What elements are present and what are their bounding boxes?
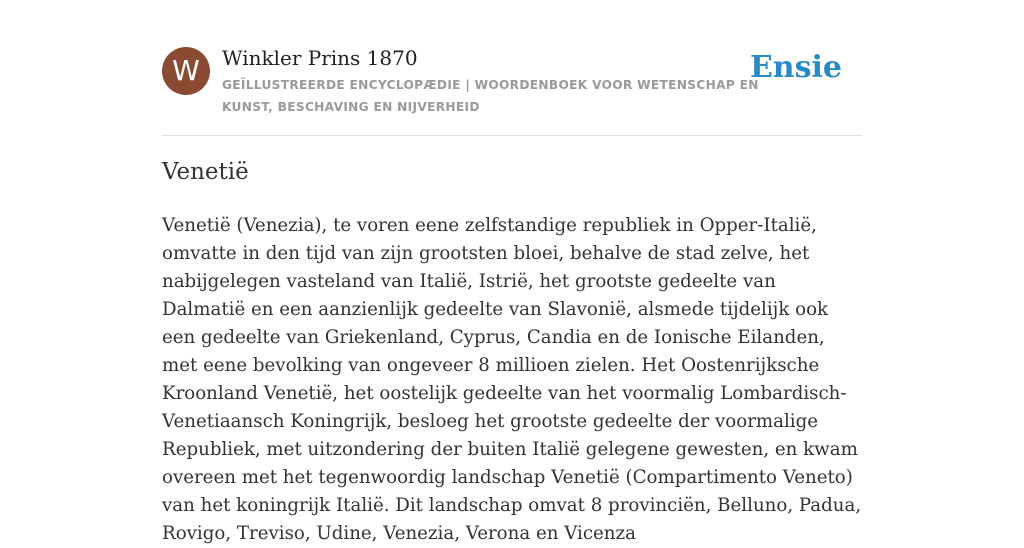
- header-divider: [162, 135, 862, 136]
- article-title: Venetië: [162, 159, 249, 185]
- ensie-logo[interactable]: Ensie: [749, 50, 842, 85]
- source-header: [162, 44, 862, 124]
- source-subtitle: GEÏLLUSTREERDE ENCYCLOPÆDIE | WOORDENBOEK VOOR WETENSCHAP EN KUNST, BESCHAVING EN NIJVERHEID: [222, 78, 759, 114]
- source-avatar[interactable]: W: [162, 47, 210, 95]
- source-title[interactable]: Winkler Prins 1870: [222, 46, 418, 70]
- article-body: Venetië (Venezia), te voren eene zelfstandige republiek in Opper-Italië, omvatte in den tijd van zijn grootsten bloei, behalve de stad zelve, het nabijgelegen vasteland van Italië, Istrië, het grootste gedeelte van Dalmatië en een aanzienlijk gedeelte van Slavonië, alsmede tijdelijk ook een gedeelte van Griekenland, Cyprus, Candia en de Ionische Eilanden, met eene bevolking van ongeveer 8 millioen zielen. Het Oostenrijksche Kroonland Venetië, het oostelijk gedeelte van het voormalig Lombardisch-Venetiaansch Koningrijk, besloeg het grootste gedeelte der voormalige Republiek, met uitzondering der buiten Italië gelegene gewesten, en kwam overeen met het tegenwoordig landschap Venetië (Compartimento Veneto) van het koningrijk Italië. Dit landschap omvat 8 provinciën, Belluno, Padua, Rovigo, Treviso, Udine, Venezia, Verona en Vicenza: [162, 215, 862, 544]
